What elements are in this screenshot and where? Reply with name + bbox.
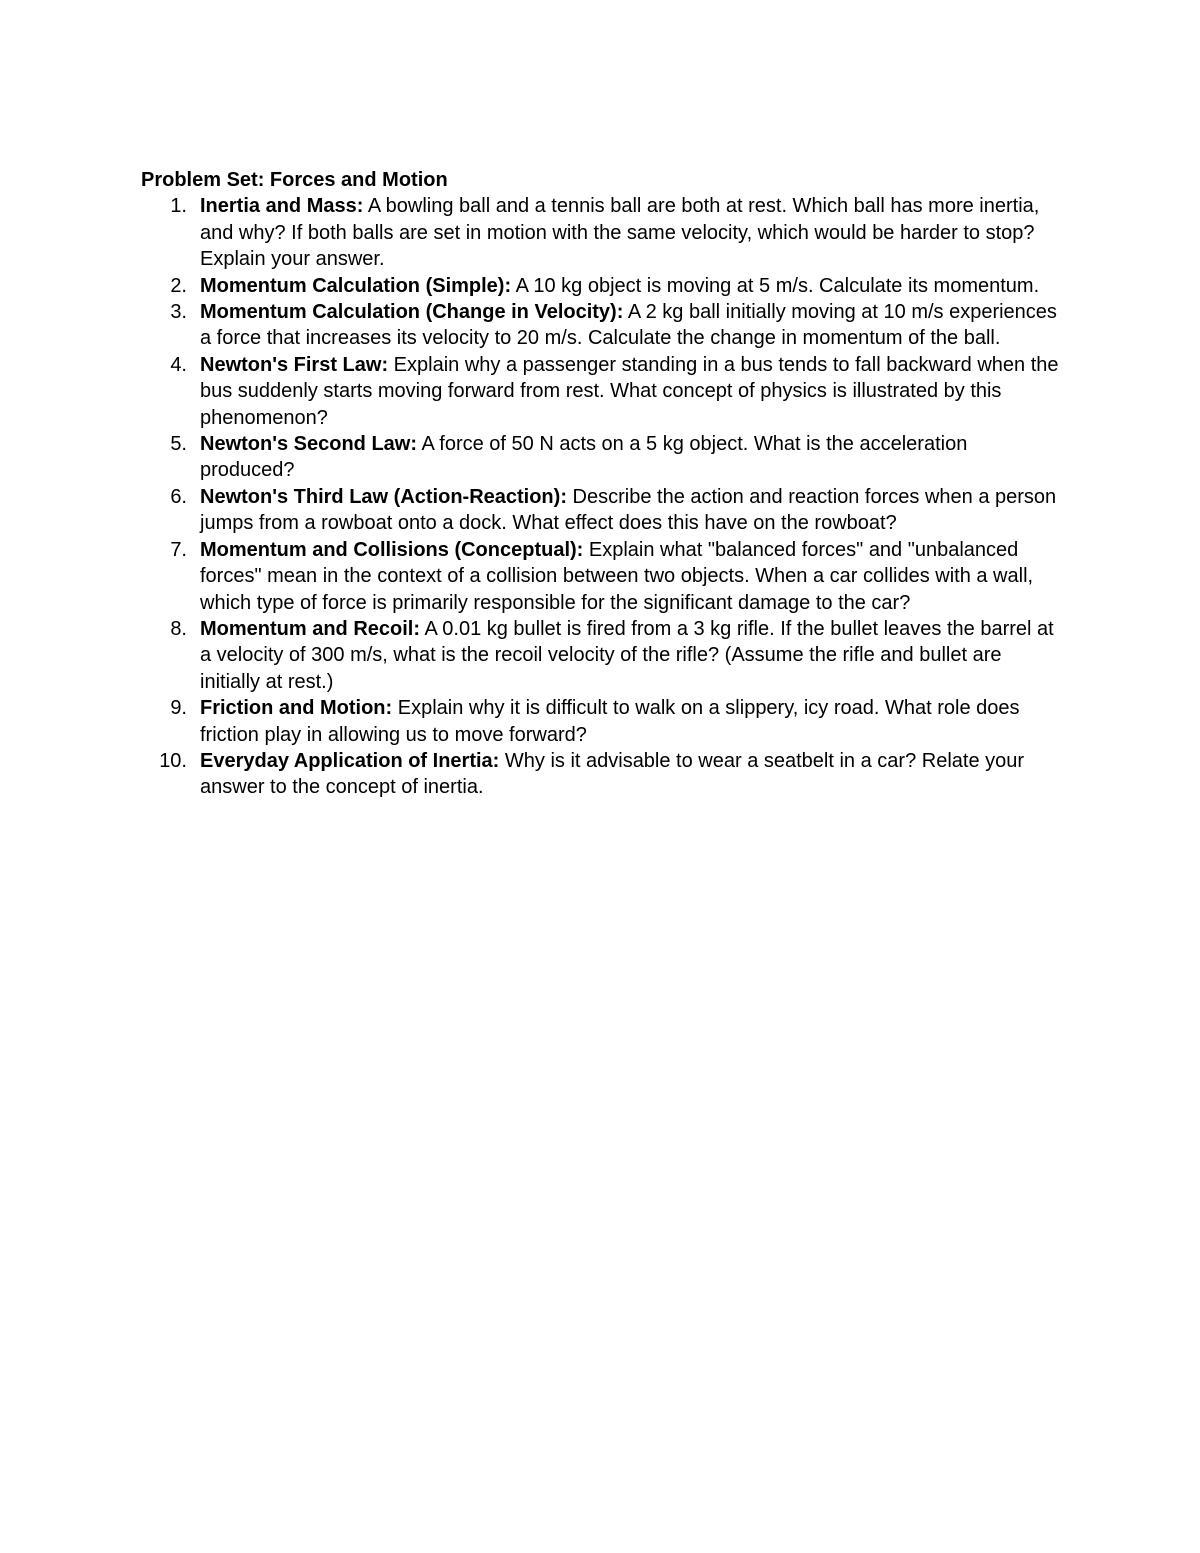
problem-heading: Momentum and Recoil:: [200, 617, 421, 640]
problem-heading: Newton's Second Law:: [200, 433, 418, 456]
problem-text: Describe the action and reaction forces when a person jumps from a rowboat onto a dock. What effect does this have on the rowboat?: [200, 485, 1057, 535]
problem-text: Explain why it is difficult to walk on a slippery, icy road. What role does friction play in allowing us to move forward?: [200, 697, 1020, 746]
problem-text: A force of 50 N acts on a 5 kg object. What is the acceleration produced?: [200, 433, 968, 482]
problem-item: [141, 537, 1061, 616]
problem-item: [141, 748, 1061, 801]
problem-text: Explain what "balanced forces" and "unbalanced forces" mean in the context of a collision between two objects. When a car collides with a wall, which type of force is primarily responsible for the significant damage to the car?: [200, 538, 1034, 614]
problem-heading: Momentum Calculation (Simple):: [200, 274, 512, 297]
problem-number: 9.: [170, 697, 187, 720]
problem-heading: Everyday Application of Inertia:: [200, 749, 500, 772]
problem-number: 1.: [170, 195, 187, 218]
problem-item: [141, 352, 1061, 431]
problem-number: 2.: [170, 274, 187, 297]
problem-heading: Newton's Third Law (Action-Reaction):: [200, 485, 567, 508]
problem-heading: Momentum and Collisions (Conceptual):: [200, 538, 584, 561]
problem-number: 4.: [170, 353, 187, 376]
problem-text: Explain why a passenger standing in a bus tends to fall backward when the bus suddenly starts moving forward from rest. What concept of physics is illustrated by this phenomenon?: [200, 353, 1059, 429]
problem-item: [141, 431, 1061, 484]
document-page: [141, 167, 1061, 801]
problem-item: [141, 484, 1061, 537]
problem-text: A 10 kg object is moving at 5 m/s. Calculate its momentum.: [511, 274, 1040, 297]
problem-item: [141, 299, 1061, 352]
problem-item: [141, 193, 1061, 272]
problem-list: [141, 193, 1061, 800]
problem-item: [141, 695, 1061, 748]
problem-text: A 2 kg ball initially moving at 10 m/s experiences a force that increases its velocity to 20 m/s. Calculate the change in momentum of the ball.: [200, 301, 1057, 350]
problem-number: 8.: [170, 617, 187, 640]
problem-text: A 0.01 kg bullet is fired from a 3 kg rifle. If the bullet leaves the barrel at a velocity of 300 m/s, what is the recoil velocity of the rifle? (Assume the rifle and bullet are initially at rest.): [200, 617, 1054, 693]
document-title: Problem Set: Forces and Motion: [141, 169, 448, 191]
problem-number: 10.: [159, 749, 187, 772]
problem-item: [141, 273, 1061, 299]
problem-number: 3.: [170, 301, 187, 324]
problem-heading: Momentum Calculation (Change in Velocity):: [200, 301, 624, 324]
problem-number: 6.: [170, 485, 187, 508]
problem-number: 7.: [170, 538, 187, 561]
problem-text: Why is it advisable to wear a seatbelt in a car? Relate your answer to the concept of inertia.: [200, 749, 1025, 799]
problem-number: 5.: [170, 433, 187, 456]
problem-heading: Newton's First Law:: [200, 353, 389, 376]
problem-text: A bowling ball and a tennis ball are both at rest. Which ball has more inertia, and why? If both balls are set in motion with the same velocity, which would be harder to stop? Explain your answer.: [200, 195, 1040, 271]
problem-heading: Inertia and Mass:: [200, 195, 364, 218]
problem-heading: Friction and Motion:: [200, 697, 393, 720]
problem-item: [141, 616, 1061, 695]
